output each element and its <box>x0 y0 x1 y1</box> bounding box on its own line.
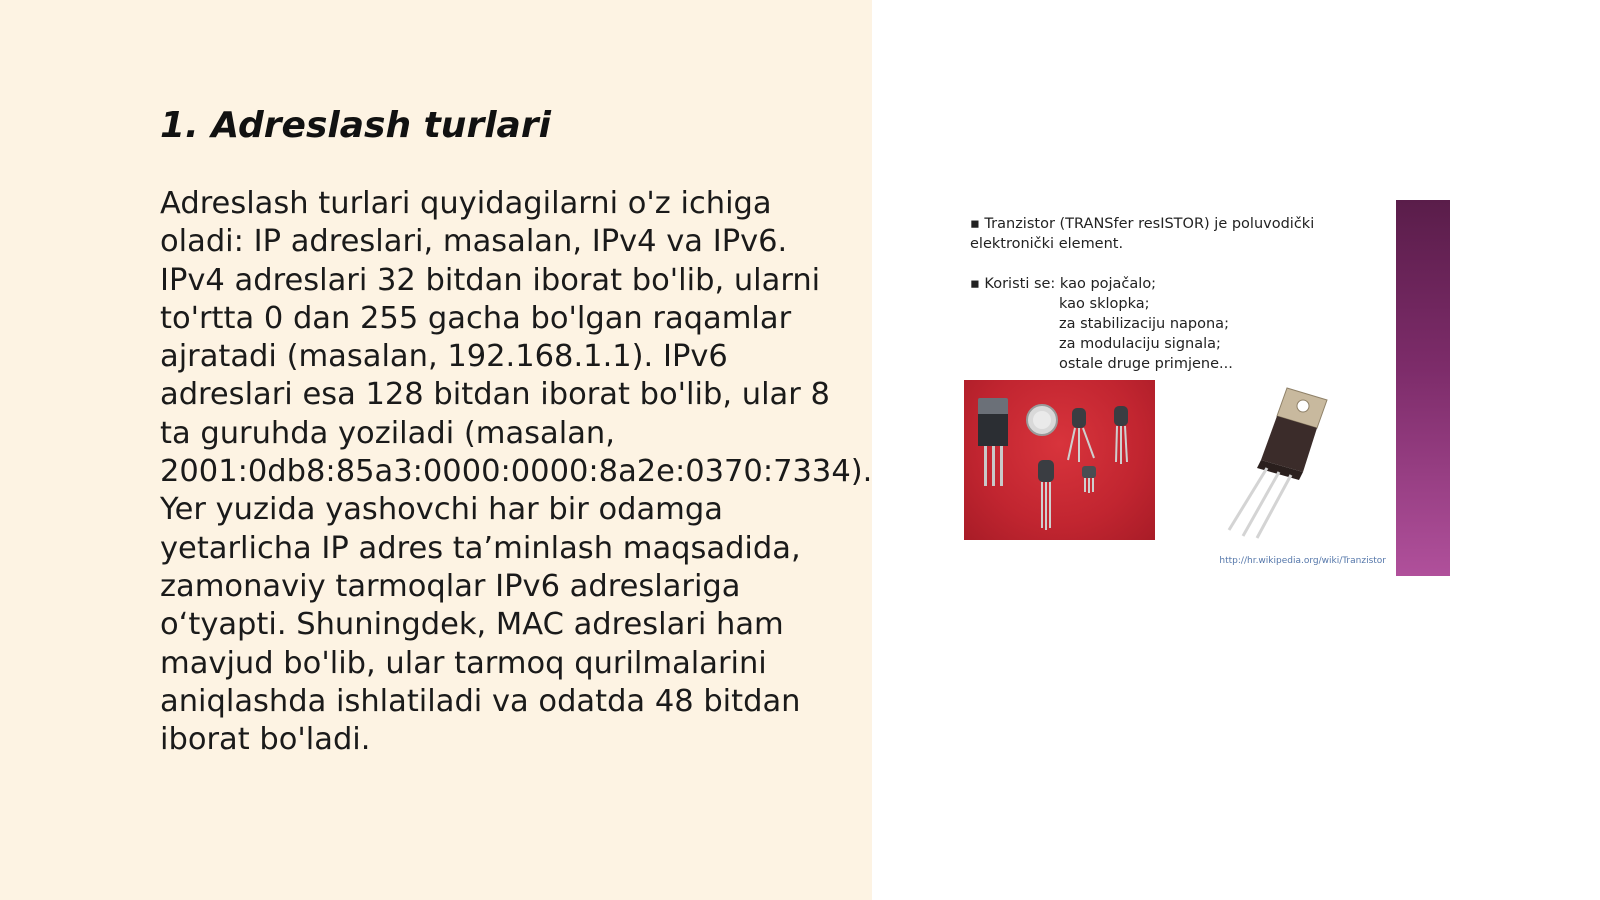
power-transistor-image <box>1199 380 1349 540</box>
figure-use-item: kao sklopka; <box>1059 296 1150 312</box>
figure-bullet-2-line-1: ▪ Koristi se: kao pojačalo; <box>970 276 1157 292</box>
slide-title: 1. Adreslash turlari <box>160 105 551 146</box>
slide-body-text: Adreslash turlari quyidagilarni o'z ichiga oladi: IP adreslari, masalan, IPv4 va IPv6. IPv4 adreslari 32 bitdan iborat bo'lib, ularni to'rtta 0 dan 255 gacha bo'lgan raqamlar ajratadi (masalan, 192.168.1.1). IPv6 adreslari esa 128 bitdan iborat bo'lib, ular 8 ta guruhda yoziladi (masalan, 2001:0db8:85a3:0000:0000:8a2e:0370:7334). Yer yuzida yashovchi har bir odamga yetarlicha IP adres ta’minlash maqsadida, zamonaviy tarmoqlar IPv6 adreslariga o‘tyapti. Shuningdek, MAC adreslari ham mavjud bo'lib, ular tarmoq qurilmalarini aniqlashda ishlatiladi va odatda 48 bitdan iborat bo'ladi. <box>160 186 873 758</box>
figure-use-item: za modulaciju signala; <box>1059 336 1221 352</box>
power-transistor-drawing <box>1199 380 1349 540</box>
transistors-photo <box>964 380 1155 540</box>
figure-bullet-text <box>970 214 1370 374</box>
figure-accent-bar <box>1396 200 1450 576</box>
transistors-photo-drawing <box>964 380 1155 540</box>
figure-source-caption: http://hr.wikipedia.org/wiki/Tranzistor <box>1219 556 1386 566</box>
figure-bullet-1-line-1: ▪ Tranzistor (TRANSfer resISTOR) je poluvodički <box>970 216 1315 232</box>
figure-use-item: ostale druge primjene... <box>1059 356 1233 372</box>
figure-use-item: za stabilizaciju napona; <box>1059 316 1229 332</box>
figure-bullet-1-line-2: elektronički element. <box>970 236 1124 252</box>
transistor-figure <box>964 200 1450 576</box>
